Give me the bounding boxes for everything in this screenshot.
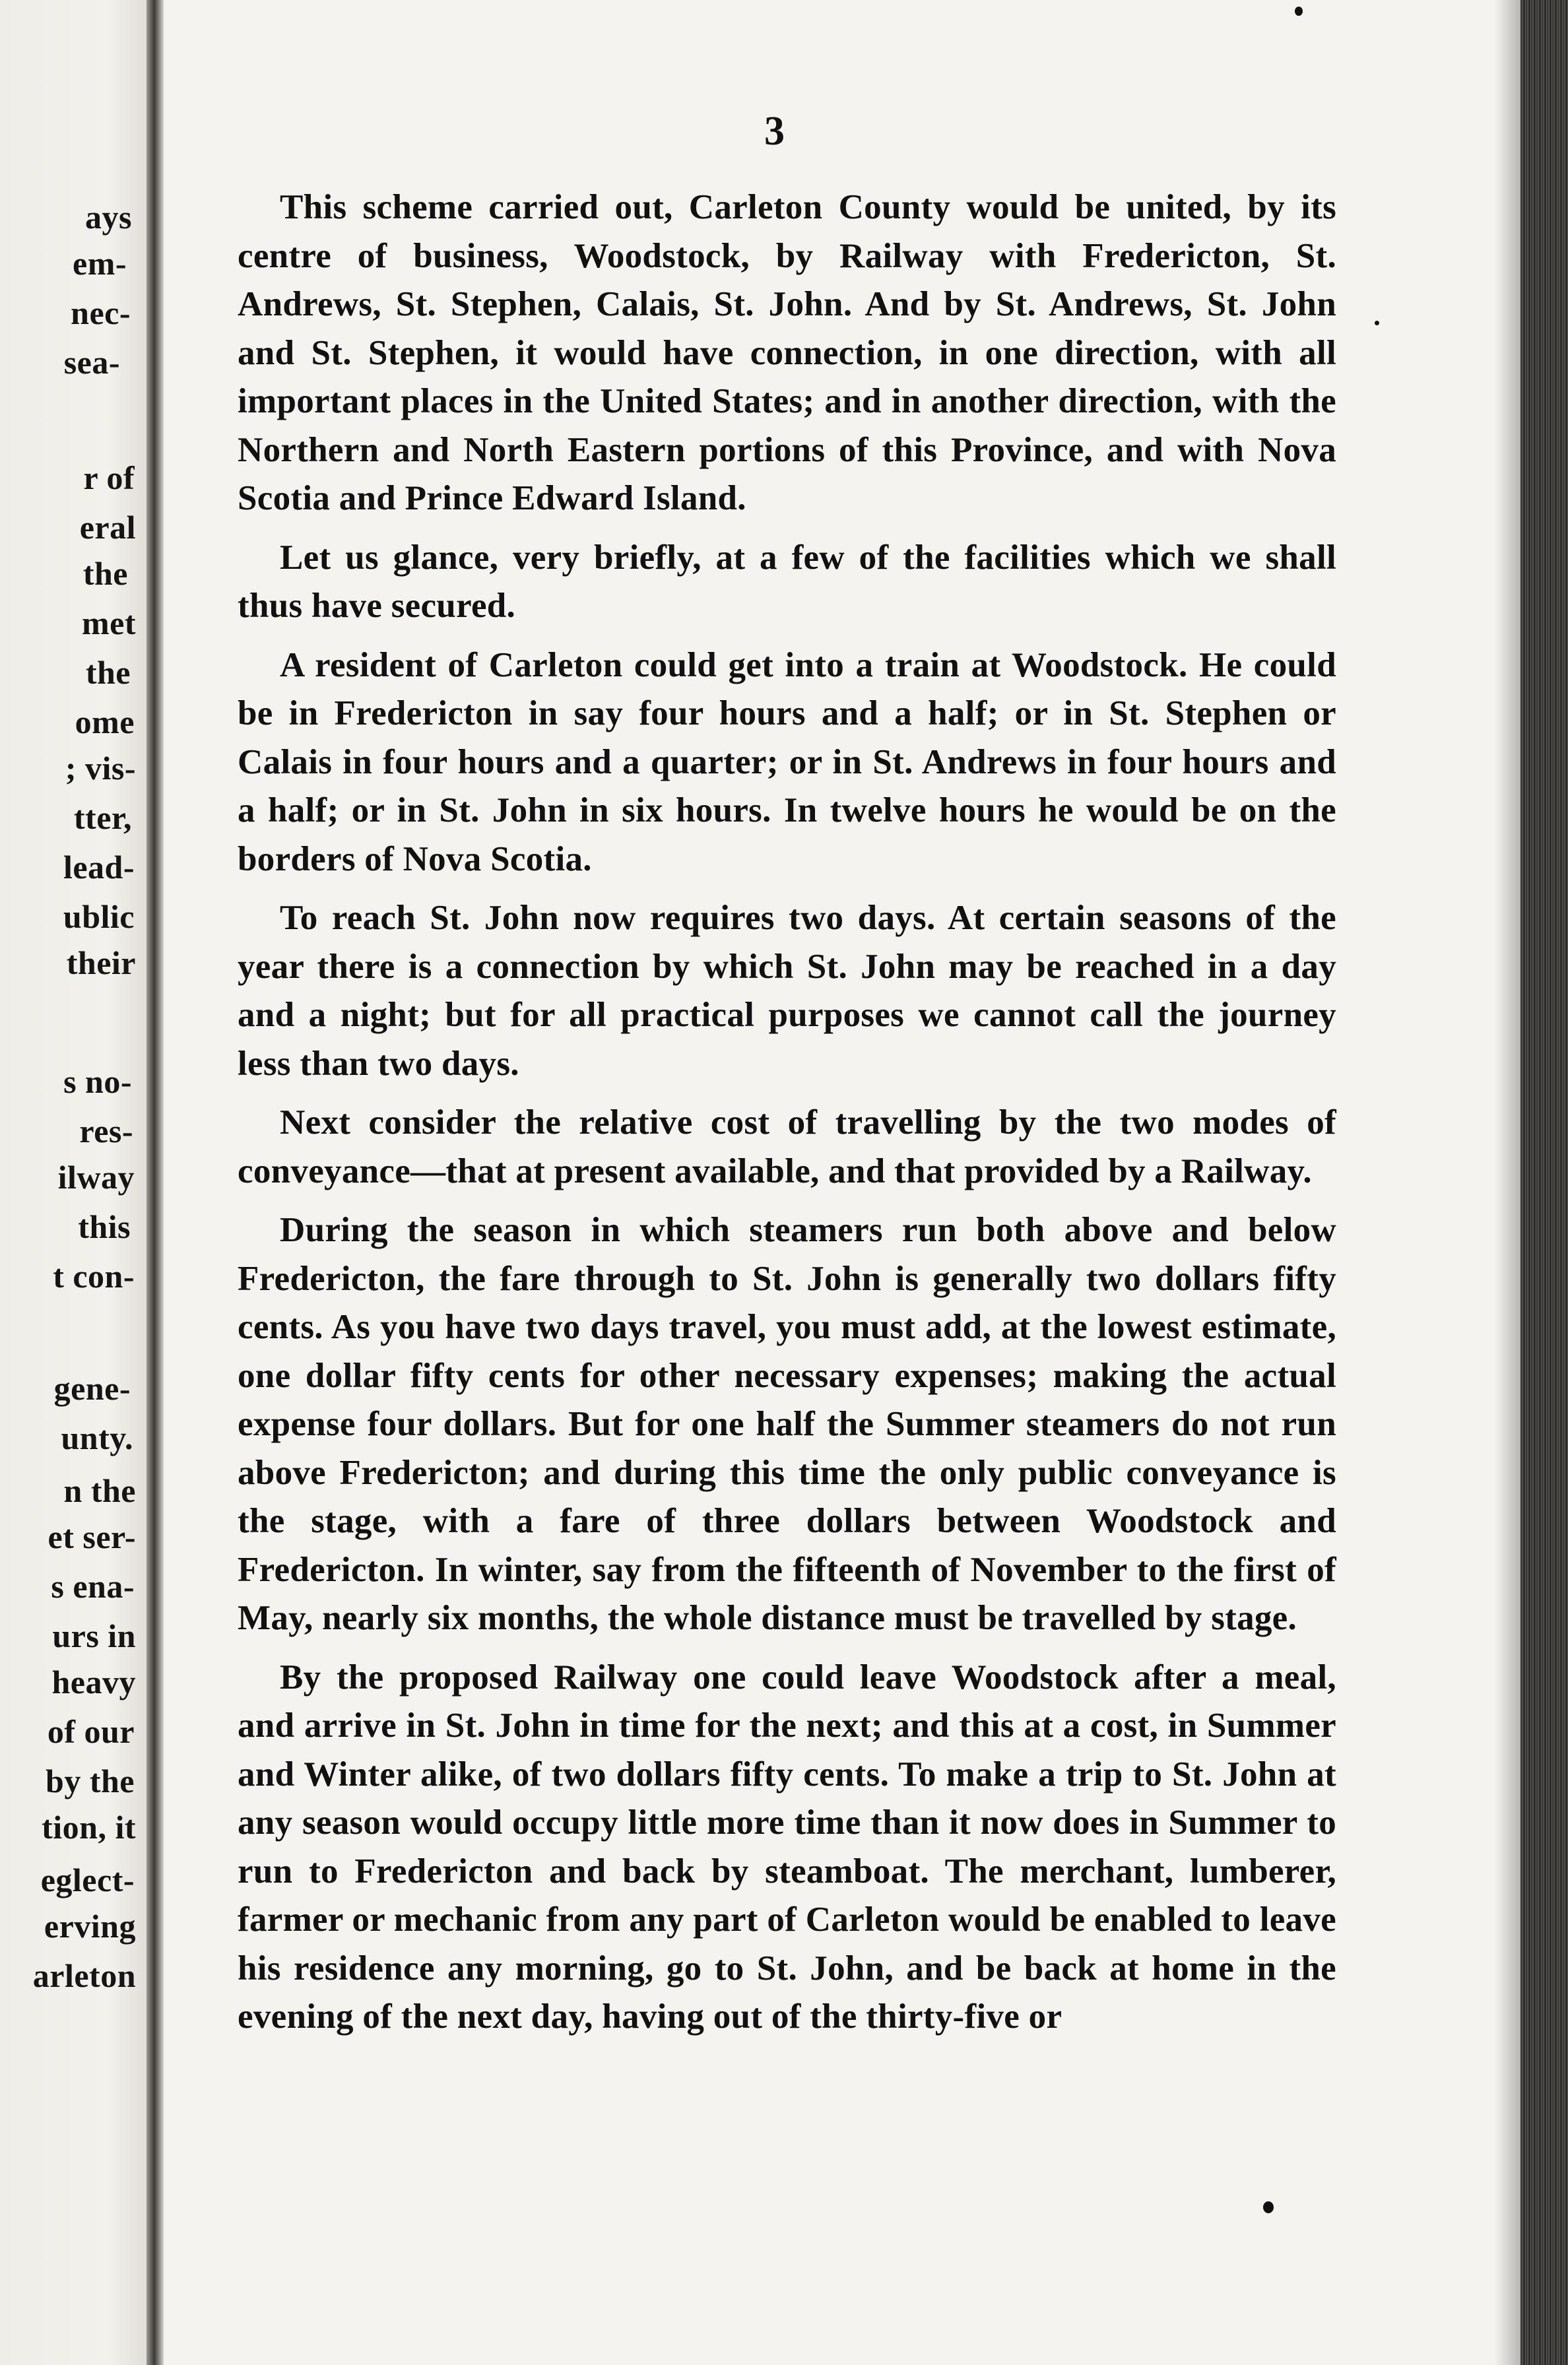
previous-page-fragment: urs in xyxy=(52,1617,136,1654)
previous-page-fragment: gene- xyxy=(53,1370,131,1407)
paragraph: A resident of Carleton could get into a train at Woodstock. He could be in Fredericton in say four hours and a half; or in St. Stephen or Calais in four hours and a quarter; or in St. Andrews in four hours and a half; or in St. John in six hours. In twelve hours he would be on the borders of Nova Scotia. xyxy=(238,645,1336,878)
paragraph: During the season in which steamers run both above and below Fredericton, the fare through to St. John is generally two dollars fifty cents. As you have two days travel, you must add, at the lowest estimate, one dollar fifty cents for other necessary expenses; making the actual expense four dollars. But for one half the Summer steamers do not run above Fredericton; and during this time the only public conveyance is the stage, with a fare of three dollars between Woodstock and Fredericton. In winter, say from the fifteenth of November to the first of May, nearly six months, the whole distance must be travelled by stage. xyxy=(238,1211,1336,1637)
page-body-text xyxy=(238,183,1336,2052)
previous-page-fragment: r of xyxy=(83,459,135,496)
previous-page-fragment: s ena- xyxy=(51,1568,135,1605)
ink-speck xyxy=(1375,321,1379,325)
previous-page-fragment: ilway xyxy=(57,1159,135,1196)
paragraph: To reach St. John now requires two days. At certain seasons of the year there is a connection by which St. John may be reached in a day and a night; but for all practical purposes we cannot call the journey less than two days. xyxy=(238,899,1336,1083)
previous-page-fragment: the xyxy=(85,654,131,691)
paragraph: Let us glance, very briefly, at a few of the facilities which we shall thus have secured. xyxy=(238,538,1336,625)
previous-page-fragment: ublic xyxy=(63,898,135,935)
previous-page-fragment: the xyxy=(82,555,128,592)
previous-page-fragment: tter, xyxy=(73,799,132,836)
previous-page-fragment: eglect- xyxy=(40,1862,135,1898)
previous-page-fragment: tion, it xyxy=(42,1809,136,1846)
ink-speck xyxy=(1263,2201,1274,2213)
page-stack-edge xyxy=(1520,0,1568,2365)
previous-page-fragment: erving xyxy=(44,1908,136,1945)
previous-page-fragment: by the xyxy=(46,1763,135,1799)
previous-page-fragment: this xyxy=(78,1208,131,1245)
previous-page-fragment: met xyxy=(82,604,136,641)
previous-page-fragment: ays xyxy=(85,199,132,236)
paragraph: Next consider the relative cost of travelling by the two modes of conveyance—that at present available, and that provided by a Railway. xyxy=(238,1103,1336,1190)
previous-page-fragment: et ser- xyxy=(48,1518,136,1555)
previous-page-fragment: em- xyxy=(73,245,127,282)
book-gutter xyxy=(147,0,164,2365)
previous-page-fragment: nec- xyxy=(71,294,131,331)
previous-page-fragment: of our xyxy=(47,1713,135,1750)
previous-page-fragment: s no- xyxy=(63,1063,132,1100)
paragraph: By the proposed Railway one could leave Woodstock after a meal, and arrive in St. John in time for the next; and this at a cost, in Summer and Winter alike, of two dollars fifty cents. To make a trip to St. John at any season would occupy little more time than it now does in Summer to run to Fredericton and back by steamboat. The merchant, lumberer, farmer or mechanic from any part of Carleton would be enabled to leave his residence any morning, go to St. John, and be back at home in the evening of the next day, having out of the thirty-five or xyxy=(238,1658,1336,2036)
ink-speck xyxy=(1295,7,1303,16)
previous-page-fragment: ome xyxy=(75,703,135,740)
previous-page-fragment: unty. xyxy=(61,1419,133,1456)
previous-page-fragment: sea- xyxy=(63,344,120,381)
page-edge-shadow xyxy=(1494,0,1520,2365)
previous-page-fragment: ; vis- xyxy=(65,750,136,787)
previous-page-fragment: arleton xyxy=(32,1957,136,1994)
previous-page-margin xyxy=(0,0,156,2365)
page-number: 3 xyxy=(764,109,785,154)
previous-page-fragment: eral xyxy=(79,509,136,546)
previous-page-fragment: their xyxy=(66,944,136,981)
previous-page-fragment: lead- xyxy=(63,849,135,886)
paragraph: This scheme carried out, Carleton County would be united, by its centre of business, Woodstock, by Railway with Fredericton, St. Andrews, St. Stephen, Calais, St. John. And by St. Andrews, St. John and St. Stephen, it would have connection, in one direction, with all important places in the United States; and in another direction, with the Northern and North Eastern portions of this Province, and with Nova Scotia and Prince Edward Island. xyxy=(238,188,1336,517)
previous-page-fragment: t con- xyxy=(53,1258,135,1295)
previous-page-fragment: res- xyxy=(79,1113,133,1150)
previous-page-fragment: heavy xyxy=(51,1664,136,1701)
previous-page-fragment: n the xyxy=(63,1472,136,1509)
